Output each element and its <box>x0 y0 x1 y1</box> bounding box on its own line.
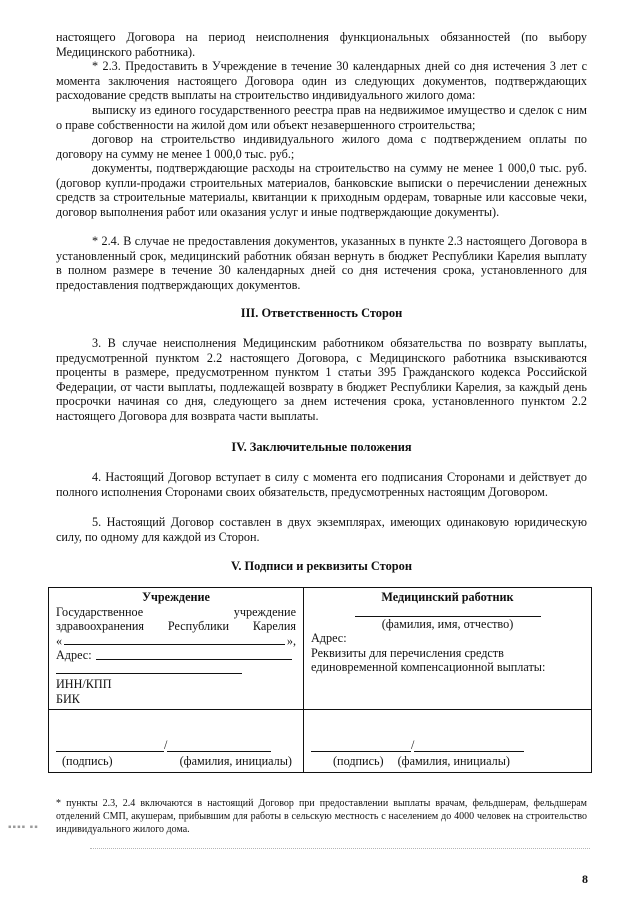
institution-name-blank <box>56 634 296 649</box>
institution-name-line-1 <box>56 605 296 620</box>
org-word: Государственное <box>56 604 144 619</box>
scan-artifact: ▪▪▪▪ ▪▪ <box>8 822 39 833</box>
paragraph-2-4: * 2.4. В случае не предоставления документов, указанных в пункте 2.3 настоящего Договора в установленный срок, медицинский работник обязан вернуть в бюджет Республики Карелия выплату в полном размере в течение 30 календарных дней со дня истечения срока, установленного для предоставления подтверждающих документов. <box>56 234 587 292</box>
paragraph-5: 5. Настоящий Договор составлен в двух экземплярах, имеющих одинаковую юридическую силу, по одному для каждой из Сторон. <box>56 515 587 544</box>
institution-address-line <box>56 648 296 663</box>
name-blank-line <box>64 634 285 646</box>
institution-title: Учреждение <box>142 590 210 604</box>
worker-signature-cell <box>304 710 592 773</box>
signature-table <box>48 587 592 773</box>
paragraph-extract: выписку из единого государственного реестра прав на недвижимое имущество и сделок с ним о праве собственности на жилой дом или объект незавершенного строительства; <box>56 103 587 132</box>
org-word: Республики <box>167 619 230 634</box>
org-word: Карелия <box>252 619 296 634</box>
signature-caption: (подпись) <box>62 754 113 769</box>
worker-address-label: Адрес: <box>311 631 347 646</box>
initials-blank <box>414 751 524 752</box>
heading-final-provisions: IV. Заключительные положения <box>231 440 412 454</box>
fio-caption: (фамилия, имя, отчество) <box>381 616 514 631</box>
signature-slash: / <box>164 737 168 752</box>
paragraph-contract: договор на строительство индивидуального жилого дома с подтверждением оплаты по договору на сумму не менее 1 000,0 тыс. руб.; <box>56 132 587 161</box>
paragraph-4: 4. Настоящий Договор вступает в силу с момента его подписания Сторонами и действует до полного исполнения Сторонами своих обязательств, предусмотренных настоящим Договором. <box>56 470 587 499</box>
signature-blank <box>311 751 411 752</box>
signature-blank <box>56 751 164 752</box>
paragraph-2-3: * 2.3. Предоставить в Учреждение в течение 30 календарных дней со дня истечения 3 лет с момента заключения настоящего Договора один из следующих документов, подтверждающих расходование средств выплаты на строительство индивидуального жилого дома: <box>56 59 587 103</box>
bik-label: БИК <box>56 691 80 706</box>
initials-blank <box>167 751 271 752</box>
fio-blank <box>311 605 584 617</box>
heading-signatures: V. Подписи и реквизиты Сторон <box>230 559 412 573</box>
institution-address-line-2 <box>56 663 296 677</box>
paragraph-documents: документы, подтверждающие расходы на строительство на сумму не менее 1 000,0 тыс. руб. (договор купли-продажи строительных материалов, банковские выписки о перечислении денежных средств за строительные материалы, квитанции к приходным ордерам, товарные или кассовые чеки, договор выполнения работ или оказания услуг и иные подтверждающие документы). <box>56 161 587 219</box>
inn-kpp-label: ИНН/КПП <box>56 676 112 691</box>
heading-responsibility: III. Ответственность Сторон <box>240 306 403 320</box>
initials-caption: (фамилия, инициалы) <box>179 754 292 769</box>
institution-signature-cell <box>49 710 304 773</box>
page-number: 8 <box>582 872 588 886</box>
initials-caption: (фамилия, инициалы) <box>397 754 510 769</box>
footnote: * пункты 2.3, 2.4 включаются в настоящий Договор при предоставлении выплаты врачам, фельдшерам, фельдшерам отделений СМП, акушерам, прибывшим для работы в сельскую местность с населением до 4000 человек на строительство индивидуального жилого дома. <box>56 798 587 835</box>
org-word: здравоохранения <box>56 619 145 634</box>
paragraph-continuation: настоящего Договора на период неисполнения функциональных обязанностей (по выбору Медицинского работника). <box>56 30 587 59</box>
address-blank-line <box>96 648 292 660</box>
signature-slash: / <box>411 737 415 752</box>
address-blank-line-2 <box>56 673 242 674</box>
institution-cell <box>49 588 304 710</box>
worker-signature-line <box>311 738 584 752</box>
signature-caption: (подпись) <box>333 754 384 769</box>
medical-worker-title: Медицинский работник <box>381 590 514 604</box>
worker-requisites: Реквизиты для перечисления средств единовременной компенсационной выплаты: <box>311 645 546 675</box>
medical-worker-cell <box>304 588 592 710</box>
paragraph-3: 3. В случае неисполнения Медицинским работником обязательства по возврату выплаты, предусмотренной пунктом 2.2 настоящего Договора, с Медицинского работника взыскиваются проценты в размере, предусмотренном пунктом 1 статьи 395 Гражданского кодекса Российской Федерации, от части выплаты, подлежащей возврату в бюджет Республики Карелия, за каждый день просрочки начиная со дня, следующего за днем истечения срока, установленного пунктом 2.2 настоящего Договора для возврата части выплаты. <box>56 336 587 423</box>
org-word: учреждение <box>233 604 296 619</box>
worker-signature-captions <box>311 754 584 769</box>
institution-signature-captions <box>56 754 296 769</box>
quote-open: « <box>56 633 63 648</box>
institution-signature-line <box>56 738 296 752</box>
scan-artifact-line <box>90 848 590 849</box>
institution-address-label: Адрес: <box>56 648 92 663</box>
quote-close: », <box>286 633 296 648</box>
institution-name-line-2 <box>56 619 296 634</box>
